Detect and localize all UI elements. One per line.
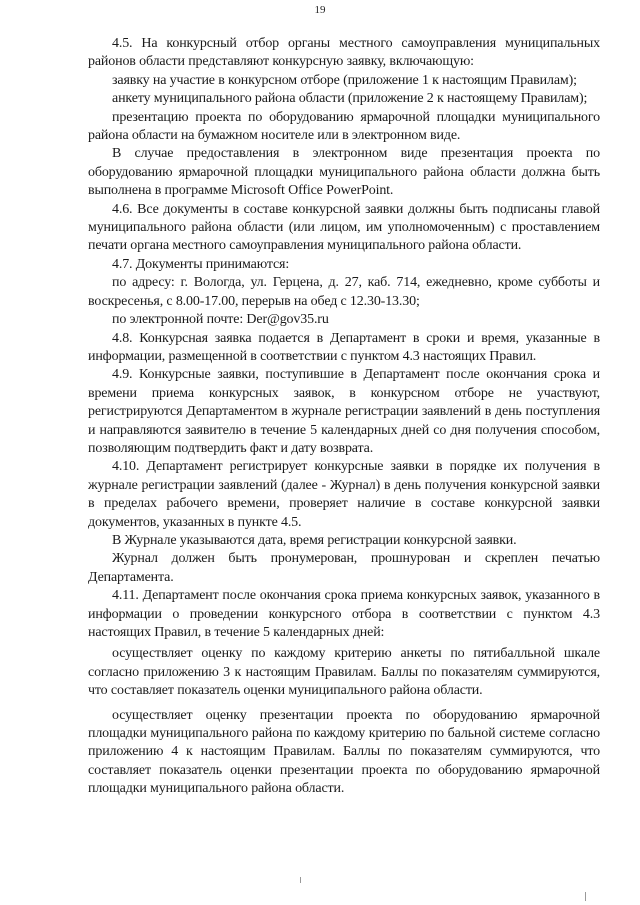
paragraph-journal-sealed: Журнал должен быть пронумерован, прошнурован и скреплен печатью Департамента. xyxy=(88,551,600,585)
paragraph-4-8: 4.8. Конкурсная заявка подается в Департамент в сроки и время, указанные в информации, размещенной в соответствии с пунктом 4.3 настоящих Правил. xyxy=(88,330,600,364)
paragraph-4-9: 4.9. Конкурсные заявки, поступившие в Департамент после окончания срока и времени приема конкурсных заявок, в конкурсном отборе не участвуют, регистрируются Департаментом в журнале регистрации заявлений в день поступления и направляются заявителю в течение 5 календарных дней со дня получения способом, позволяющим подтвердить факт и дату возврата. xyxy=(88,367,600,456)
list-item-questionnaire: анкету муниципального района области (приложение 2 к настоящему Правилам); xyxy=(112,91,588,107)
list-item-presentation: презентацию проекта по оборудованию ярмарочной площадки муниципального района области на бумажном носителе или в электронном виде. xyxy=(88,109,600,144)
scan-artifact-mark xyxy=(300,877,301,883)
paragraph-4-7: 4.7. Документы принимаются: xyxy=(112,256,290,272)
scan-artifact-mark xyxy=(585,892,586,901)
page-number: 19 xyxy=(314,4,326,16)
paragraph-electronic-format: В случае предоставления в электронном виде презентация проекта по оборудованию ярмарочной площадки муниципального района области должна быть выполнена в программе Microsoft Office PowerPoint. xyxy=(88,146,600,199)
paragraph-4-11: 4.11. Департамент после окончания срока приема конкурсных заявок, указанного в информации о проведении конкурсного отбора в соответствии с пунктом 4.3 настоящих Правил, в течение 5 календарных дней: xyxy=(88,588,600,640)
list-item-email: по электронной почте: Der@gov35.ru xyxy=(112,312,329,328)
paragraph-4-5: 4.5. На конкурсный отбор органы местного самоуправления муниципальных районов области представляют конкурсную заявку, включающую: xyxy=(88,36,600,70)
list-item-presentation-assessment: осуществляет оценку презентации проекта по оборудованию ярмарочной площадки муниципального района по каждому критерию по бальной системе согласно приложению 4 к настоящим Правилам. Баллы по показателям суммируются, что составляет показатель оценки презентации проекта по оборудованию ярмарочной площадки муниципального района области. xyxy=(88,707,600,797)
document-body xyxy=(88,35,600,799)
list-item-application: заявку на участие в конкурсном отборе (приложение 1 к настоящим Правилам); xyxy=(112,72,577,88)
list-item-address: по адресу: г. Вологда, ул. Герцена, д. 27, каб. 714, ежедневно, кроме субботы и воскресенья, с 8.00-17.00, перерыв на обед с 12.30-13.30; xyxy=(88,275,600,309)
list-item-questionnaire-assessment: осуществляет оценку по каждому критерию анкеты по пятибалльной шкале согласно приложению 3 к настоящим Правилам. Баллы по показателям суммируются, что составляет показатель оценки муниципального района области. xyxy=(88,646,600,699)
paragraph-journal-data: В Журнале указываются дата, время регистрации конкурсной заявки. xyxy=(112,532,517,548)
paragraph-4-6: 4.6. Все документы в составе конкурсной заявки должны быть подписаны главой муниципального района области (или лицом, им уполномоченным) с проставлением печати органа местного самоуправления муниципального района области. xyxy=(88,201,600,254)
paragraph-4-10: 4.10. Департамент регистрирует конкурсные заявки в порядке их получения в журнале регистрации заявлений (далее - Журнал) в день получения конкурсной заявки в пределах рабочего времени, проверяет наличие в составе конкурсной заявки документов, указанных в пункте 4.5. xyxy=(88,459,600,530)
